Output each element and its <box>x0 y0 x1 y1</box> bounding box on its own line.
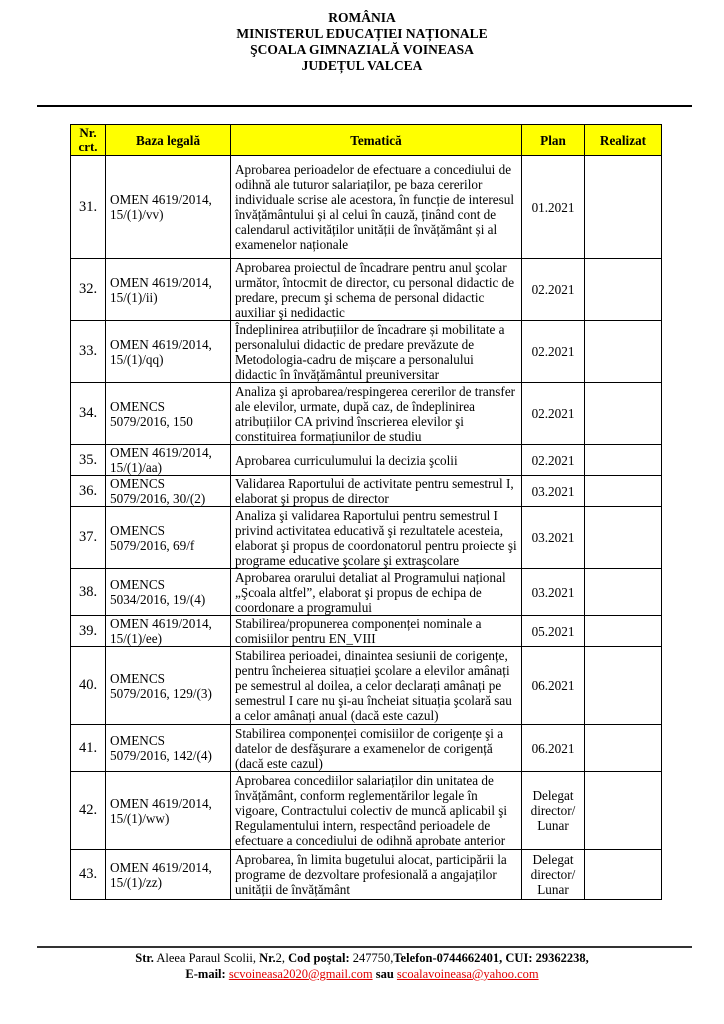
row-baza-legala: OMEN 4619/2014, 15/(1)/aa) <box>106 445 231 476</box>
row-plan: Delegat director/ Lunar <box>522 850 585 900</box>
footer-divider <box>37 946 692 948</box>
row-tematica: Aprobarea, în limita bugetului alocat, participării la programe de dezvoltare profesională a angajaților unității de învățământ <box>231 850 522 900</box>
header-ministry: MINISTERUL EDUCAȚIEI NAȚIONALE <box>236 26 488 41</box>
table-row <box>71 647 662 725</box>
row-realizat <box>585 725 662 772</box>
row-number: 38. <box>71 569 106 616</box>
row-tematica: Aprobarea concediilor salariaților din unitatea de învățământ, conform reglementărilor legale în vigoare, Contractului colectiv de muncă aplicabil şi Regulamentului intern, respectând perioadele de efectuare a concediului de odihnă aprobate anterior <box>231 772 522 850</box>
row-realizat <box>585 476 662 507</box>
row-number: 40. <box>71 647 106 725</box>
table-row <box>71 476 662 507</box>
row-baza-legala: OMEN 4619/2014, 15/(1)/ee) <box>106 616 231 647</box>
plan-table <box>70 124 662 900</box>
row-baza-legala: OMENCS 5079/2016, 129/(3) <box>106 647 231 725</box>
row-plan: 03.2021 <box>522 507 585 569</box>
email-link-gmail[interactable]: scvoineasa2020@gmail.com <box>228 967 373 981</box>
col-header-tematica: Tematică <box>231 125 522 156</box>
row-plan: 06.2021 <box>522 725 585 772</box>
row-baza-legala: OMENCS 5079/2016, 142/(4) <box>106 725 231 772</box>
row-plan: 03.2021 <box>522 476 585 507</box>
row-plan: Delegat director/ Lunar <box>522 772 585 850</box>
row-plan: 03.2021 <box>522 569 585 616</box>
row-number: 43. <box>71 850 106 900</box>
document-header <box>0 10 724 74</box>
row-number: 37. <box>71 507 106 569</box>
col-header-plan: Plan <box>522 125 585 156</box>
col-header-realizat: Realizat <box>585 125 662 156</box>
row-baza-legala: OMENCS 5079/2016, 30/(2) <box>106 476 231 507</box>
header-school: ŞCOALA GIMNAZIALĂ VOINEASA <box>250 42 474 57</box>
row-realizat <box>585 647 662 725</box>
row-realizat <box>585 156 662 259</box>
footer-email: E-mail: scvoineasa2020@gmail.com sau scoalavoineasa@yahoo.com <box>185 967 539 981</box>
row-number: 42. <box>71 772 106 850</box>
row-baza-legala: OMEN 4619/2014, 15/(1)/zz) <box>106 850 231 900</box>
row-number: 31. <box>71 156 106 259</box>
row-plan: 02.2021 <box>522 321 585 383</box>
row-realizat <box>585 772 662 850</box>
row-tematica: Aprobarea curriculumului la decizia şcolii <box>231 445 522 476</box>
row-realizat <box>585 259 662 321</box>
row-realizat <box>585 321 662 383</box>
header-divider <box>37 105 692 107</box>
table-row <box>71 156 662 259</box>
table-row <box>71 725 662 772</box>
table-row <box>71 569 662 616</box>
table-row <box>71 850 662 900</box>
row-plan: 02.2021 <box>522 383 585 445</box>
row-baza-legala: OMEN 4619/2014, 15/(1)/vv) <box>106 156 231 259</box>
row-number: 33. <box>71 321 106 383</box>
row-baza-legala: OMEN 4619/2014, 15/(1)/ww) <box>106 772 231 850</box>
document-footer <box>0 950 724 982</box>
row-number: 35. <box>71 445 106 476</box>
table-row <box>71 383 662 445</box>
row-number: 36. <box>71 476 106 507</box>
row-plan: 02.2021 <box>522 259 585 321</box>
row-realizat <box>585 383 662 445</box>
row-baza-legala: OMEN 4619/2014, 15/(1)/qq) <box>106 321 231 383</box>
row-plan: 02.2021 <box>522 445 585 476</box>
row-tematica: Aprobarea proiectul de încadrare pentru anul şcolar următor, întocmit de director, cu personal didactic de predare, precum şi schema de personal didactic auxiliar şi nedidactic <box>231 259 522 321</box>
email-link-yahoo[interactable]: scoalavoineasa@yahoo.com <box>396 967 539 981</box>
row-baza-legala: OMENCS 5079/2016, 69/f <box>106 507 231 569</box>
row-number: 34. <box>71 383 106 445</box>
col-header-baza: Baza legală <box>106 125 231 156</box>
row-number: 41. <box>71 725 106 772</box>
row-baza-legala: OMENCS 5079/2016, 150 <box>106 383 231 445</box>
row-number: 32. <box>71 259 106 321</box>
table-row <box>71 259 662 321</box>
table-row <box>71 321 662 383</box>
table-row <box>71 445 662 476</box>
row-realizat <box>585 569 662 616</box>
row-tematica: Aprobarea orarului detaliat al Programului național „Şcoala altfel”, elaborat şi propus de echipa de coordonare a programului <box>231 569 522 616</box>
header-county: JUDEȚUL VALCEA <box>301 58 423 73</box>
row-plan: 06.2021 <box>522 647 585 725</box>
table-row <box>71 772 662 850</box>
row-baza-legala: OMENCS 5034/2016, 19/(4) <box>106 569 231 616</box>
col-header-nr: Nr. crt. <box>71 125 106 156</box>
row-tematica: Stabilirea perioadei, dinaintea sesiunii de corigențe, pentru încheierea situației şcolare a elevilor amânați pe semestrul al doilea, a celor declarați amânați pe semestrul I care nu şi-au încheiat situația şcolară sau a celor amânați anual (dacă este cazul) <box>231 647 522 725</box>
row-tematica: Aprobarea perioadelor de efectuare a concediului de odihnă ale tuturor salariaților, pe baza cererilor individuale scrise ale acestora, în funcție de interesul învățământului și al celui în cauză, ținând cont de calendarul activităților unității de învățământ și al examenelor naționale <box>231 156 522 259</box>
row-tematica: Stabilirea/propunerea componenței nominale a comisiilor pentru EN_VIII <box>231 616 522 647</box>
row-tematica: Stabilirea componenței comisiilor de corigențe şi a datelor de desfăşurare a examenelor de corigență (dacă este cazul) <box>231 725 522 772</box>
row-realizat <box>585 507 662 569</box>
row-tematica: Îndeplinirea atribuțiilor de încadrare și mobilitate a personalului didactic de predare prevăzute de Metodologia-cadru de mișcare a personalului didactic în învățământul preuniversitar <box>231 321 522 383</box>
row-tematica: Analiza şi validarea Raportului pentru semestrul I privind activitatea educativă şi rezultatele acesteia, elaborat şi propus de coordonatorul pentru proiecte şi programe educative şcolare şi extraşcolare <box>231 507 522 569</box>
row-baza-legala: OMEN 4619/2014, 15/(1)/ii) <box>106 259 231 321</box>
row-tematica: Validarea Raportului de activitate pentru semestrul I, elaborat şi propus de director <box>231 476 522 507</box>
table-row <box>71 616 662 647</box>
row-realizat <box>585 616 662 647</box>
row-plan: 05.2021 <box>522 616 585 647</box>
table-header-row <box>71 125 662 156</box>
header-country: ROMÂNIA <box>328 10 396 25</box>
footer-address: Str. Aleea Paraul Scolii, Nr.2, Cod poştal: 247750,Telefon-0744662401, CUI: 29362238, <box>135 951 589 965</box>
row-number: 39. <box>71 616 106 647</box>
row-realizat <box>585 445 662 476</box>
row-tematica: Analiza şi aprobarea/respingerea cererilor de transfer ale elevilor, urmate, după caz, de îndeplinirea atribuțiilor CA privind înscrierea elevilor şi constituirea formațiunilor de studiu <box>231 383 522 445</box>
row-plan: 01.2021 <box>522 156 585 259</box>
table-row <box>71 507 662 569</box>
row-realizat <box>585 850 662 900</box>
